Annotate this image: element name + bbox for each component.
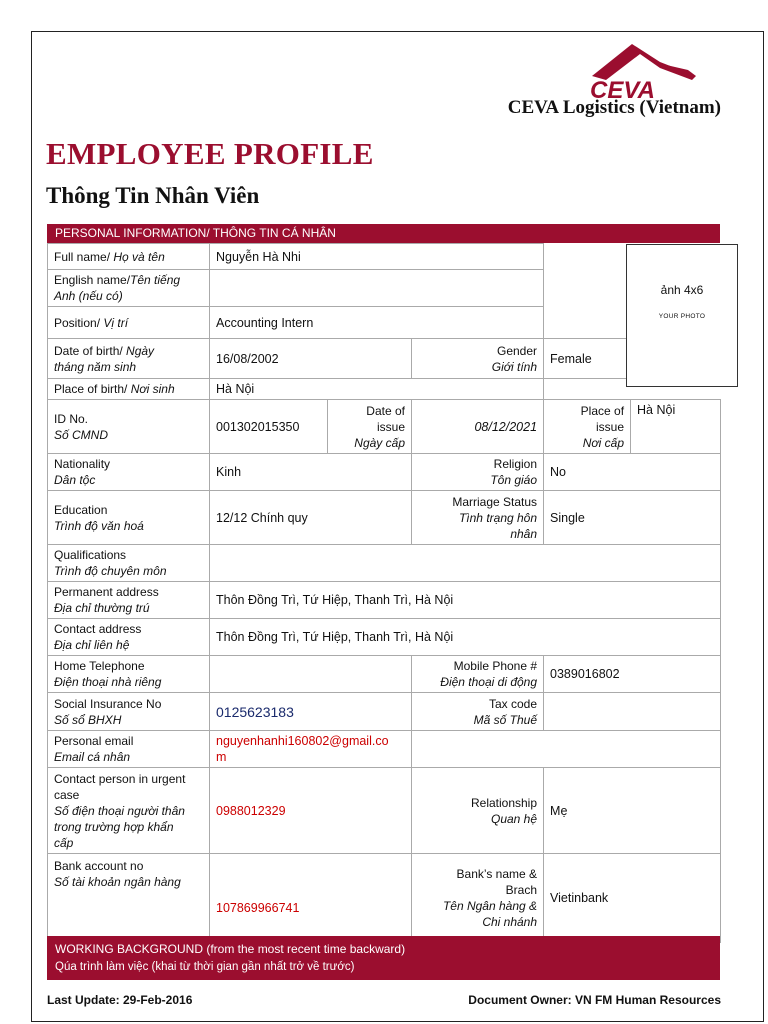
- contact-address-label: Contact address Địa chỉ liên hệ: [48, 619, 210, 656]
- religion-label: Religion Tôn giáo: [412, 454, 544, 491]
- relationship-label: Relationship Quan hệ: [412, 768, 544, 854]
- photo-label: ảnh 4x6: [660, 283, 704, 297]
- marriage-label: Marriage Status Tình trạng hôn nhân: [412, 491, 544, 545]
- pob-label: Place of birth/ Nơi sinh: [48, 379, 210, 400]
- urgent-contact-label: Contact person in urgent case Số điện thoại người thân trong trường hợp khẩn cấp: [48, 768, 210, 854]
- company-name: CEVA Logistics (Vietnam): [507, 97, 721, 118]
- page-subtitle: Thông Tin Nhân Viên: [46, 183, 260, 208]
- bank-account-value[interactable]: 107869966741: [210, 854, 412, 943]
- urgent-contact-value[interactable]: 0988012329: [210, 768, 412, 854]
- home-phone-label: Home Telephone Điện thoại nhà riêng: [48, 656, 210, 693]
- gender-label: Gender Giới tính: [412, 339, 544, 379]
- row-dob-gender: [48, 339, 721, 379]
- poi-label: Place of issue Nơi cấp: [544, 400, 631, 454]
- row-nationality-religion: [48, 454, 721, 491]
- working-title-en: WORKING BACKGROUND (from the most recent time backward): [55, 942, 406, 956]
- qualifications-label: Qualifications Trình độ chuyên môn: [48, 545, 210, 582]
- logo-text: CEVA: [590, 77, 655, 102]
- id-label: ID No. Số CMND: [48, 400, 210, 454]
- photo-box[interactable]: [626, 244, 738, 387]
- section-personal-header: PERSONAL INFORMATION/ THÔNG TIN CÁ NHÂN: [47, 224, 720, 243]
- nationality-label: Nationality Dân tộc: [48, 454, 210, 491]
- page-title: EMPLOYEE PROFILE: [46, 136, 374, 171]
- full-name-value[interactable]: Nguyễn Hà Nhi: [210, 244, 544, 270]
- permanent-address-label: Permanent address Địa chỉ thường trú: [48, 582, 210, 619]
- id-value[interactable]: 001302015350: [210, 400, 328, 454]
- social-insurance-value[interactable]: 0125623183: [210, 693, 412, 731]
- religion-value[interactable]: No: [544, 454, 721, 491]
- mobile-phone-value[interactable]: 0389016802: [544, 656, 721, 693]
- pob-value[interactable]: Hà Nội: [210, 379, 544, 400]
- row-bank: [48, 854, 721, 943]
- nationality-value[interactable]: Kinh: [210, 454, 412, 491]
- row-urgent-contact: [48, 768, 721, 854]
- dob-value[interactable]: 16/08/2002: [210, 339, 412, 379]
- row-permanent-address: [48, 582, 721, 619]
- dob-label: Date of birth/ Ngày tháng năm sinh: [48, 339, 210, 379]
- bank-account-label: Bank account no Số tài khoản ngân hàng: [48, 854, 210, 943]
- email-extra: [412, 731, 721, 768]
- row-education-marriage: [48, 491, 721, 545]
- section-working-header: [47, 936, 720, 980]
- doi-label: Date of issue Ngày cấp: [328, 400, 412, 454]
- position-value[interactable]: Accounting Intern: [210, 307, 544, 339]
- last-update: Last Update: 29-Feb-2016: [47, 993, 193, 1007]
- row-qualifications: [48, 545, 721, 582]
- full-name-label: Full name/ Họ và tên: [48, 244, 210, 270]
- contact-address-value[interactable]: Thôn Đồng Trì, Tứ Hiệp, Thanh Trì, Hà Nội: [210, 619, 721, 656]
- tax-code-label: Tax code Mã số Thuế: [412, 693, 544, 731]
- email-value[interactable]: nguyenhanhi160802@gmail.co m: [210, 731, 412, 768]
- doi-value[interactable]: 08/12/2021: [412, 400, 544, 454]
- english-name-label: English name/Tên tiếng Anh (nếu có): [48, 270, 210, 307]
- row-phones: [48, 656, 721, 693]
- row-english-name: [48, 270, 721, 307]
- row-full-name: [48, 244, 721, 270]
- bank-name-label: Bank’s name & Brach Tên Ngân hàng & Chi nhánh: [412, 854, 544, 943]
- mobile-phone-label: Mobile Phone # Điện thoại di động: [412, 656, 544, 693]
- document-owner: Document Owner: VN FM Human Resources: [468, 993, 721, 1007]
- gender-value[interactable]: Female: [544, 339, 631, 379]
- row-insurance-tax: [48, 693, 721, 731]
- row-id: [48, 400, 721, 454]
- english-name-value[interactable]: [210, 270, 544, 307]
- working-title-vi: Qúa trình làm việc (khai từ thời gian gần nhất trở về trước): [55, 961, 355, 973]
- poi-value[interactable]: Hà Nội: [631, 400, 721, 454]
- tax-code-value[interactable]: [544, 693, 721, 731]
- home-phone-value[interactable]: [210, 656, 412, 693]
- education-value[interactable]: 12/12 Chính quy: [210, 491, 412, 545]
- position-label: Position/ Vị trí: [48, 307, 210, 339]
- permanent-address-value[interactable]: Thôn Đồng Trì, Tứ Hiệp, Thanh Trì, Hà Nội: [210, 582, 721, 619]
- marriage-value[interactable]: Single: [544, 491, 721, 545]
- row-email: [48, 731, 721, 768]
- personal-info-table: [47, 243, 721, 943]
- social-insurance-label: Social Insurance No Số sổ BHXH: [48, 693, 210, 731]
- ceva-logo: [584, 40, 696, 102]
- relationship-value[interactable]: Mẹ: [544, 768, 721, 854]
- row-place-of-birth: [48, 379, 721, 400]
- qualifications-value[interactable]: [210, 545, 721, 582]
- email-label: Personal email Email cá nhân: [48, 731, 210, 768]
- education-label: Education Trình độ văn hoá: [48, 491, 210, 545]
- row-position: [48, 307, 721, 339]
- photo-caption: YOUR PHOTO: [658, 313, 706, 320]
- row-contact-address: [48, 619, 721, 656]
- bank-name-value[interactable]: Vietinbank: [544, 854, 721, 943]
